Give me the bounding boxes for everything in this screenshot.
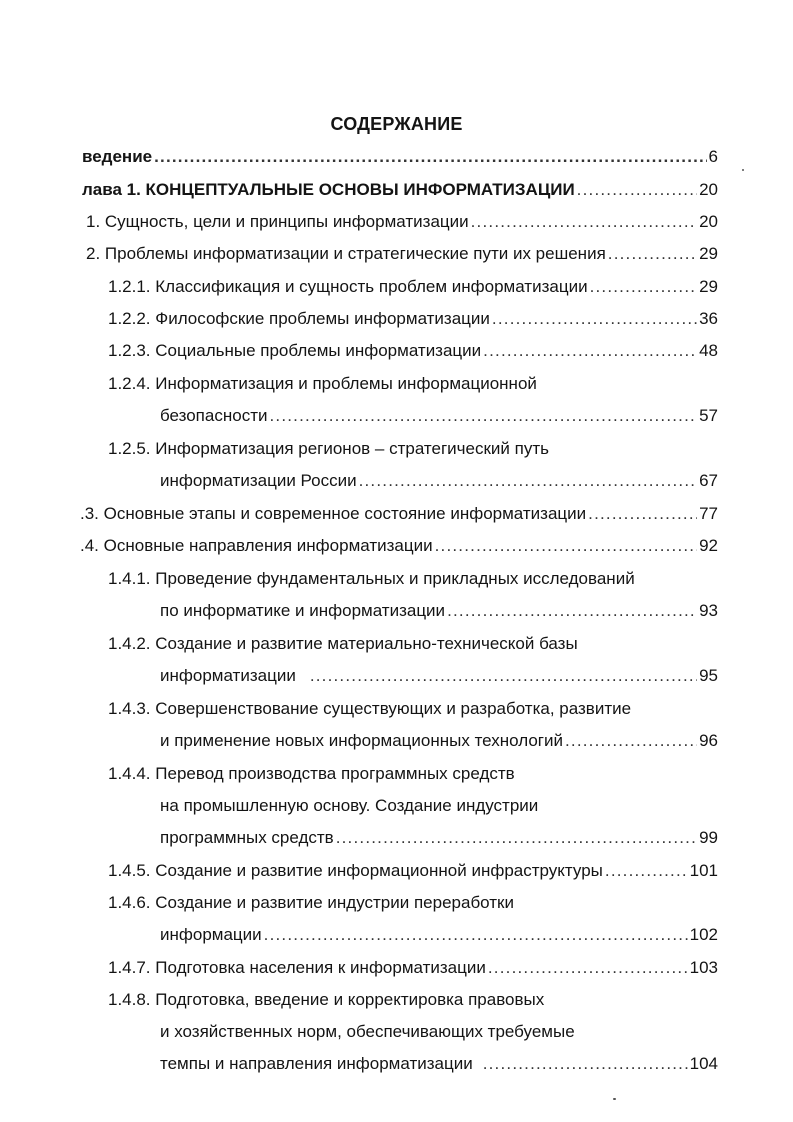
toc-entry-label-line-1: Создание и развитие индустрии переработки	[155, 893, 514, 912]
dot-leader	[154, 147, 706, 167]
dot-leader	[492, 309, 697, 329]
dot-leader	[605, 861, 688, 881]
toc-entry-page: 6	[708, 147, 718, 166]
toc-entry-label-line-2: безопасности	[160, 406, 268, 425]
toc-entry-page: 57	[699, 406, 718, 425]
dot-leader	[577, 180, 697, 200]
toc-entry-number: 1.4.1.	[108, 569, 151, 588]
toc-entry-label: 2. Проблемы информатизации и стратегические пути их решения	[86, 244, 606, 263]
toc-entry-number: 1.2.5.	[108, 439, 151, 458]
toc-entry-page: 96	[699, 731, 718, 750]
toc-entry-label-line-3: программных средств	[160, 828, 334, 847]
toc-entry-number: 1.4.6.	[108, 893, 151, 912]
toc-entry-1-4[interactable]	[80, 536, 718, 556]
dot-leader	[359, 471, 698, 491]
toc-entry-label-line-3: темпы и направления информатизации	[160, 1054, 473, 1073]
toc-entry-number: 1.4.7.	[108, 958, 151, 977]
toc-entry-1-2-3[interactable]	[108, 341, 718, 361]
dot-leader	[608, 244, 697, 264]
toc-entry-page: 93	[699, 601, 718, 620]
toc-title: СОДЕРЖАНИЕ	[330, 114, 463, 134]
toc-entry-number: 1.2.4.	[108, 374, 151, 393]
toc-entry-label: Создание и развитие информационной инфраструктуры	[155, 861, 603, 880]
toc-entry-label: 1. Сущность, цели и принципы информатизации	[86, 212, 469, 231]
scan-speck	[613, 1098, 616, 1100]
toc-entry-1-4-1[interactable]	[108, 569, 718, 621]
toc-entry-label-line-1: Создание и развитие материально-технической базы	[155, 634, 578, 653]
toc-entry-label-line-2: на промышленную основу. Создание индустрии	[160, 796, 539, 815]
toc-entry-label: лава 1. КОНЦЕПТУАЛЬНЫЕ ОСНОВЫ ИНФОРМАТИЗАЦИИ	[82, 180, 575, 199]
toc-entry-label-line-2: по информатике и информатизации	[160, 601, 446, 620]
toc-entry-page: 92	[699, 536, 718, 555]
toc-entry-page: 95	[699, 666, 718, 685]
toc-entry-1-1[interactable]	[86, 212, 718, 232]
toc-entry-page: 77	[699, 504, 718, 523]
dot-leader	[471, 212, 697, 232]
dot-leader	[590, 277, 698, 297]
toc-entry-label-line-1: Информатизация регионов – стратегический путь	[155, 439, 549, 458]
toc-entry-page: 29	[699, 277, 718, 296]
toc-entry-label-line-1: Проведение фундаментальных и прикладных исследований	[155, 569, 635, 588]
toc-entry-number: 1.4.8.	[108, 990, 151, 1009]
toc-entry-number: 1.4.5.	[108, 861, 151, 880]
toc-entry-label-line-2: и хозяйственных норм, обеспечивающих требуемые	[160, 1022, 575, 1041]
toc-entry-1-4-2[interactable]	[108, 634, 718, 686]
dot-leader	[447, 601, 697, 621]
toc-entry-1-2-1[interactable]	[108, 277, 718, 297]
toc-entry-label: Философские проблемы информатизации	[155, 309, 490, 328]
toc-entry-label-line-2: информации	[160, 925, 262, 944]
scan-speck	[742, 169, 744, 171]
toc-entry-number: 1.4.4.	[108, 764, 151, 783]
toc-entry-label: Социальные проблемы информатизации	[155, 341, 482, 360]
toc-entry-chapter-1[interactable]	[82, 180, 718, 200]
toc-entry-number: 1.4.2.	[108, 634, 151, 653]
toc-entry-page: 99	[699, 828, 718, 847]
toc-entry-1-4-4[interactable]	[108, 764, 718, 848]
toc-entry-label: .3. Основные этапы и современное состояние информатизации	[80, 504, 587, 523]
dot-leader	[483, 341, 697, 361]
toc-entry-number: 1.2.2.	[108, 309, 151, 328]
toc-entry-page: 48	[699, 341, 718, 360]
dot-leader	[483, 1054, 688, 1074]
toc-entry-page: 104	[689, 1054, 718, 1073]
toc-entry-label: .4. Основные направления информатизации	[80, 536, 433, 555]
toc-entry-1-4-8[interactable]	[108, 990, 718, 1074]
toc-entry-label-line-2: и применение новых информационных технологий	[160, 731, 563, 750]
toc-entry-label-line-1: Информатизация и проблемы информационной	[155, 374, 537, 393]
toc-entry-page: 67	[699, 471, 718, 490]
toc-entry-1-4-5[interactable]	[108, 861, 718, 881]
dot-leader	[264, 925, 688, 945]
dot-leader	[588, 504, 697, 524]
toc-entry-introduction[interactable]	[82, 147, 718, 167]
dot-leader	[269, 406, 697, 426]
dot-leader	[565, 731, 697, 751]
toc-entry-label: Подготовка населения к информатизации	[155, 958, 486, 977]
toc-entry-label-line-1: Совершенствование существующих и разработка, развитие	[155, 699, 632, 718]
toc-entry-1-2-2[interactable]	[108, 309, 718, 329]
toc-entry-page: 101	[689, 861, 718, 880]
toc-entry-label-line-1: Подготовка, введение и корректировка правовых	[155, 990, 545, 1009]
toc-entry-page: 20	[699, 212, 718, 231]
toc-entry-1-2-4[interactable]	[108, 374, 718, 426]
toc-entry-1-4-3[interactable]	[108, 699, 718, 751]
toc-entry-page: 36	[699, 309, 718, 328]
toc-entry-number: 1.4.3.	[108, 699, 151, 718]
toc-entry-1-3[interactable]	[80, 504, 718, 524]
toc-entry-1-2[interactable]	[86, 244, 718, 264]
toc-entry-1-2-5[interactable]	[108, 439, 718, 491]
toc-entry-page: 102	[689, 925, 718, 944]
toc-entry-label-line-1: Перевод производства программных средств	[155, 764, 515, 783]
toc-entry-number: 1.2.1.	[108, 277, 151, 296]
dot-leader	[435, 536, 697, 556]
toc-entry-page: 103	[689, 958, 718, 977]
toc-entry-label: ведение	[82, 147, 153, 166]
toc-entry-label-line-2: информатизации	[160, 666, 296, 685]
toc-entry-1-4-7[interactable]	[108, 958, 718, 978]
toc-entry-label-line-2: информатизации России	[160, 471, 357, 490]
toc-entry-number: 1.2.3.	[108, 341, 151, 360]
toc-entry-1-4-6[interactable]	[108, 893, 718, 945]
toc-entry-page: 20	[699, 180, 718, 199]
dot-leader	[488, 958, 688, 978]
dot-leader	[310, 666, 697, 686]
toc-entry-label: Классификация и сущность проблем информатизации	[155, 277, 588, 296]
dot-leader	[336, 828, 697, 848]
toc-entry-page: 29	[699, 244, 718, 263]
